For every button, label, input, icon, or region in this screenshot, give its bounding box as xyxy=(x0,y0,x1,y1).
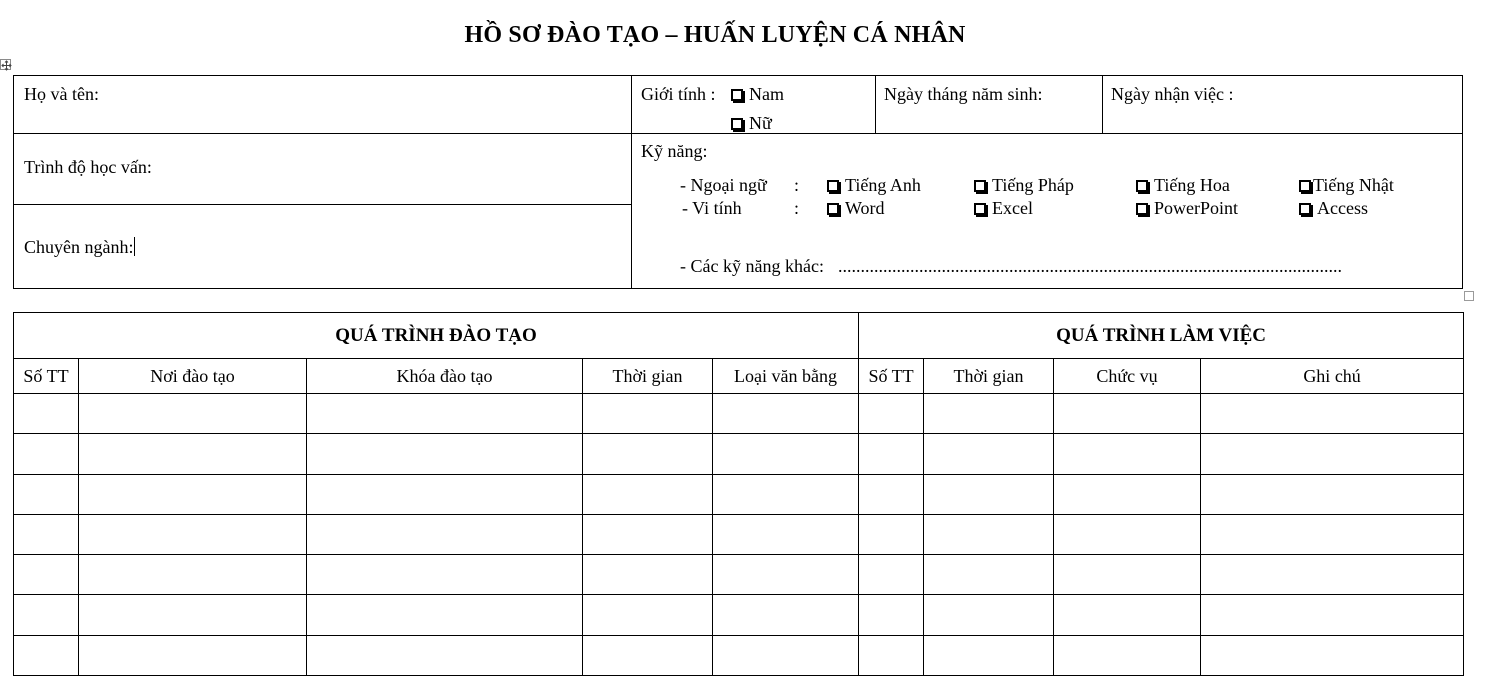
table-cell[interactable] xyxy=(859,555,924,595)
table-resize-handle[interactable] xyxy=(1464,291,1474,301)
checkbox-access[interactable]: Access xyxy=(1299,198,1368,219)
table-cell[interactable] xyxy=(1054,394,1201,434)
document-title: HỒ SƠ ĐÀO TẠO – HUẤN LUYỆN CÁ NHÂN xyxy=(464,22,966,48)
table-cell[interactable] xyxy=(14,635,79,675)
checkbox-word[interactable]: Word xyxy=(827,198,885,219)
table-cell[interactable] xyxy=(583,434,713,474)
table-cell[interactable] xyxy=(14,474,79,514)
table-cell[interactable] xyxy=(1201,595,1464,635)
history-table-body xyxy=(14,394,1464,676)
table-cell[interactable] xyxy=(79,394,307,434)
column-header: Thời gian xyxy=(924,359,1054,394)
table-cell[interactable] xyxy=(14,514,79,554)
table-cell[interactable] xyxy=(713,635,859,675)
checkbox-icon xyxy=(731,118,743,130)
table-cell[interactable] xyxy=(1201,394,1464,434)
checkbox-powerpoint[interactable]: PowerPoint xyxy=(1136,198,1238,219)
checkbox-french[interactable]: Tiếng Pháp xyxy=(974,175,1074,196)
table-cell[interactable] xyxy=(1054,635,1201,675)
table-cell[interactable] xyxy=(307,474,583,514)
move-arrows-icon xyxy=(1,60,12,71)
column-header: Ghi chú xyxy=(1201,359,1464,394)
table-cell[interactable] xyxy=(307,394,583,434)
table-row xyxy=(14,514,1464,554)
table-cell[interactable] xyxy=(924,555,1054,595)
checkbox-chinese[interactable]: Tiếng Hoa xyxy=(1136,175,1230,196)
table-cell[interactable] xyxy=(79,434,307,474)
gender-cell xyxy=(631,75,876,134)
table-cell[interactable] xyxy=(924,474,1054,514)
history-table xyxy=(13,312,1464,676)
table-cell[interactable] xyxy=(713,394,859,434)
major-label: Chuyên ngành: xyxy=(24,237,134,257)
checkbox-icon xyxy=(974,203,986,215)
table-cell[interactable] xyxy=(924,514,1054,554)
table-cell[interactable] xyxy=(1201,474,1464,514)
table-cell[interactable] xyxy=(924,434,1054,474)
table-cell[interactable] xyxy=(1201,514,1464,554)
table-cell[interactable] xyxy=(307,514,583,554)
checkbox-icon xyxy=(1299,203,1311,215)
table-cell[interactable] xyxy=(924,635,1054,675)
checkbox-icon xyxy=(1136,203,1148,215)
gender-option-female[interactable]: Nữ xyxy=(731,113,772,134)
table-cell[interactable] xyxy=(1054,474,1201,514)
checkbox-icon xyxy=(827,203,839,215)
table-row xyxy=(14,595,1464,635)
table-cell[interactable] xyxy=(713,474,859,514)
work-section-title: QUÁ TRÌNH LÀM VIỆC xyxy=(859,313,1464,359)
table-cell[interactable] xyxy=(307,595,583,635)
table-row xyxy=(14,635,1464,675)
language-colon: : xyxy=(794,175,800,195)
table-cell[interactable] xyxy=(14,394,79,434)
table-cell[interactable] xyxy=(14,434,79,474)
table-cell[interactable] xyxy=(583,514,713,554)
table-cell[interactable] xyxy=(1201,635,1464,675)
column-header: Số TT xyxy=(859,359,924,394)
gender-option-male[interactable]: Nam xyxy=(731,84,784,105)
table-cell[interactable] xyxy=(14,555,79,595)
table-cell[interactable] xyxy=(583,394,713,434)
gender-label: Giới tính : xyxy=(641,84,716,104)
training-section-title: QUÁ TRÌNH ĐÀO TẠO xyxy=(14,313,859,359)
column-header: Chức vụ xyxy=(1054,359,1201,394)
education-label: Trình độ học vấn: xyxy=(24,157,152,177)
text-cursor xyxy=(134,237,135,256)
table-cell[interactable] xyxy=(79,555,307,595)
other-skills-label: - Các kỹ năng khác: xyxy=(680,256,824,276)
table-cell[interactable] xyxy=(859,595,924,635)
column-header: Số TT xyxy=(14,359,79,394)
computer-label: - Vi tính xyxy=(682,198,742,218)
personal-info-table xyxy=(13,75,1463,289)
checkbox-icon xyxy=(1299,180,1311,192)
table-cell[interactable] xyxy=(307,635,583,675)
full-name-cell[interactable] xyxy=(13,75,632,134)
column-header: Khóa đào tạo xyxy=(307,359,583,394)
major-cell[interactable] xyxy=(13,204,632,289)
table-cell[interactable] xyxy=(583,635,713,675)
start-date-cell[interactable] xyxy=(1102,75,1463,134)
table-cell[interactable] xyxy=(1054,595,1201,635)
birth-date-cell[interactable] xyxy=(875,75,1103,134)
table-row xyxy=(14,434,1464,474)
table-cell[interactable] xyxy=(79,595,307,635)
table-cell[interactable] xyxy=(859,474,924,514)
table-cell[interactable] xyxy=(79,514,307,554)
education-cell[interactable] xyxy=(13,133,632,205)
table-cell[interactable] xyxy=(1054,555,1201,595)
table-cell[interactable] xyxy=(713,434,859,474)
table-cell[interactable] xyxy=(1201,434,1464,474)
checkbox-excel[interactable]: Excel xyxy=(974,198,1033,219)
checkbox-english[interactable]: Tiếng Anh xyxy=(827,175,921,196)
table-cell[interactable] xyxy=(859,635,924,675)
table-cell[interactable] xyxy=(713,514,859,554)
computer-colon: : xyxy=(794,198,800,218)
table-cell[interactable] xyxy=(307,434,583,474)
table-cell[interactable] xyxy=(1201,555,1464,595)
table-cell[interactable] xyxy=(14,595,79,635)
table-cell[interactable] xyxy=(859,514,924,554)
column-header: Thời gian xyxy=(583,359,713,394)
table-cell[interactable] xyxy=(713,595,859,635)
table-cell[interactable] xyxy=(79,474,307,514)
checkbox-japanese[interactable]: Tiếng Nhật xyxy=(1299,175,1394,196)
birth-date-label: Ngày tháng năm sinh: xyxy=(884,84,1043,104)
column-header: Loại văn bằng xyxy=(713,359,859,394)
language-label: - Ngoại ngữ xyxy=(680,175,767,195)
table-cell[interactable] xyxy=(583,555,713,595)
table-cell[interactable] xyxy=(583,595,713,635)
table-cell[interactable] xyxy=(859,434,924,474)
table-cell[interactable] xyxy=(583,474,713,514)
table-row xyxy=(14,555,1464,595)
other-skills-dotted-line[interactable]: ................................................................................................................ xyxy=(838,256,1342,276)
table-move-handle[interactable] xyxy=(0,59,11,70)
start-date-label: Ngày nhận việc : xyxy=(1111,84,1234,104)
table-cell[interactable] xyxy=(1054,434,1201,474)
checkbox-icon xyxy=(1136,180,1148,192)
table-cell[interactable] xyxy=(79,635,307,675)
table-cell[interactable] xyxy=(924,394,1054,434)
skills-cell xyxy=(631,133,1463,289)
checkbox-icon xyxy=(974,180,986,192)
table-row xyxy=(14,394,1464,434)
table-cell[interactable] xyxy=(859,394,924,434)
table-cell[interactable] xyxy=(307,555,583,595)
table-cell[interactable] xyxy=(1054,514,1201,554)
table-row xyxy=(14,474,1464,514)
table-cell[interactable] xyxy=(924,595,1054,635)
checkbox-icon xyxy=(731,89,743,101)
skills-label: Kỹ năng: xyxy=(641,141,708,161)
table-cell[interactable] xyxy=(713,555,859,595)
column-header: Nơi đào tạo xyxy=(79,359,307,394)
checkbox-icon xyxy=(827,180,839,192)
full-name-label: Họ và tên: xyxy=(24,84,99,104)
